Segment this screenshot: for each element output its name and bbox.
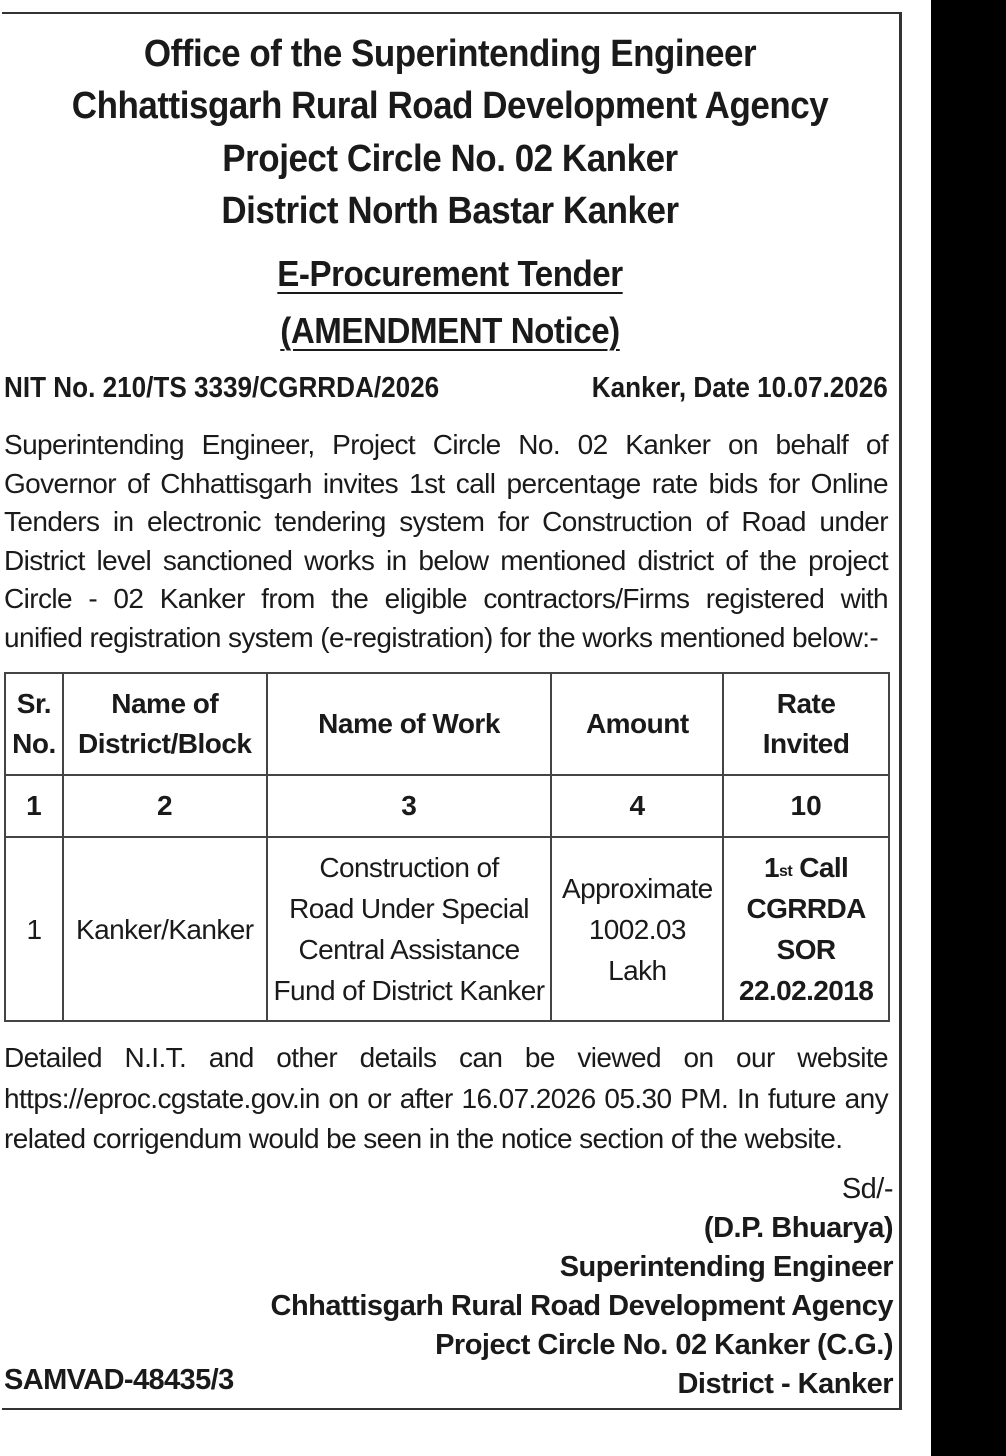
works-table: [4, 672, 890, 1022]
col-number: 1: [5, 775, 63, 837]
col-number: 10: [723, 775, 889, 837]
col-number: 2: [63, 775, 267, 837]
agency-title: Chhattisgarh Rural Road Development Agency: [71, 85, 829, 127]
nit-place-date: Kanker, Date 10.07.2026: [591, 372, 888, 404]
office-title: Office of the Superintending Engineer: [143, 33, 757, 75]
table-header-row: [5, 673, 889, 775]
signatory-name: (D.P. Bhuarya): [703, 1212, 893, 1244]
cell-rate: 1st Call CGRRDA SOR 22.02.2018: [723, 837, 889, 1021]
col-header-district: Name of District/Block: [63, 673, 267, 775]
cell-work: Construction of Road Under Special Central Assistance Fund of District Kanker: [267, 837, 552, 1021]
col-header-amount: Amount: [551, 673, 723, 775]
signature-block: [271, 1170, 893, 1404]
col-header-rate: Rate Invited: [723, 673, 889, 775]
signatory-designation: Superintending Engineer: [559, 1251, 893, 1283]
signatory-circle: Project Circle No. 02 Kanker (C.G.): [435, 1329, 893, 1361]
signatory-agency: Chhattisgarh Rural Road Development Agency: [270, 1290, 893, 1322]
sd-mark: Sd/-: [841, 1173, 893, 1205]
nit-number: NIT No. 210/TS 3339/CGRRDA/2026: [4, 372, 440, 404]
col-number: 3: [267, 775, 552, 837]
col-number: 4: [551, 775, 723, 837]
cell-amount: Approximate 1002.03 Lakh: [551, 837, 723, 1021]
column-number-row: [5, 775, 889, 837]
cell-sr: 1: [5, 837, 63, 1021]
intro-paragraph: Superintending Engineer, Project Circle No. 02 Kanker on behalf of Governor of Chhattisgarh invites 1st call percentage rate bids for Online Tenders in electronic tendering system for Construction of Road under District level sanctioned works in below mentioned district of the project Circle - 02 Kanker from the eligible contractors/Firms registered with unified registration system (e-registration) for the works mentioned below:-: [4, 429, 888, 653]
col-header-work: Name of Work: [267, 673, 552, 775]
nit-line: [4, 372, 888, 405]
amendment-heading: (AMENDMENT Notice): [280, 310, 620, 351]
table-row: [5, 837, 889, 1021]
right-black-margin: [931, 0, 1006, 1456]
details-paragraph: Detailed N.I.T. and other details can be viewed on our website https://eproc.cgstate.gov.in on or after 16.07.2026 05.30 PM. In future any related corrigendum would be seen in the notice section of the website.: [4, 1042, 888, 1154]
tender-heading: E-Procurement Tender: [277, 253, 623, 294]
cell-district: Kanker/Kanker: [63, 837, 267, 1021]
signatory-district: District - Kanker: [677, 1368, 893, 1400]
reference-code: SAMVAD-48435/3: [4, 1364, 234, 1396]
circle-title: Project Circle No. 02 Kanker: [222, 138, 678, 180]
col-header-sr: Sr. No.: [5, 673, 63, 775]
district-title: District North Bastar Kanker: [221, 190, 679, 232]
